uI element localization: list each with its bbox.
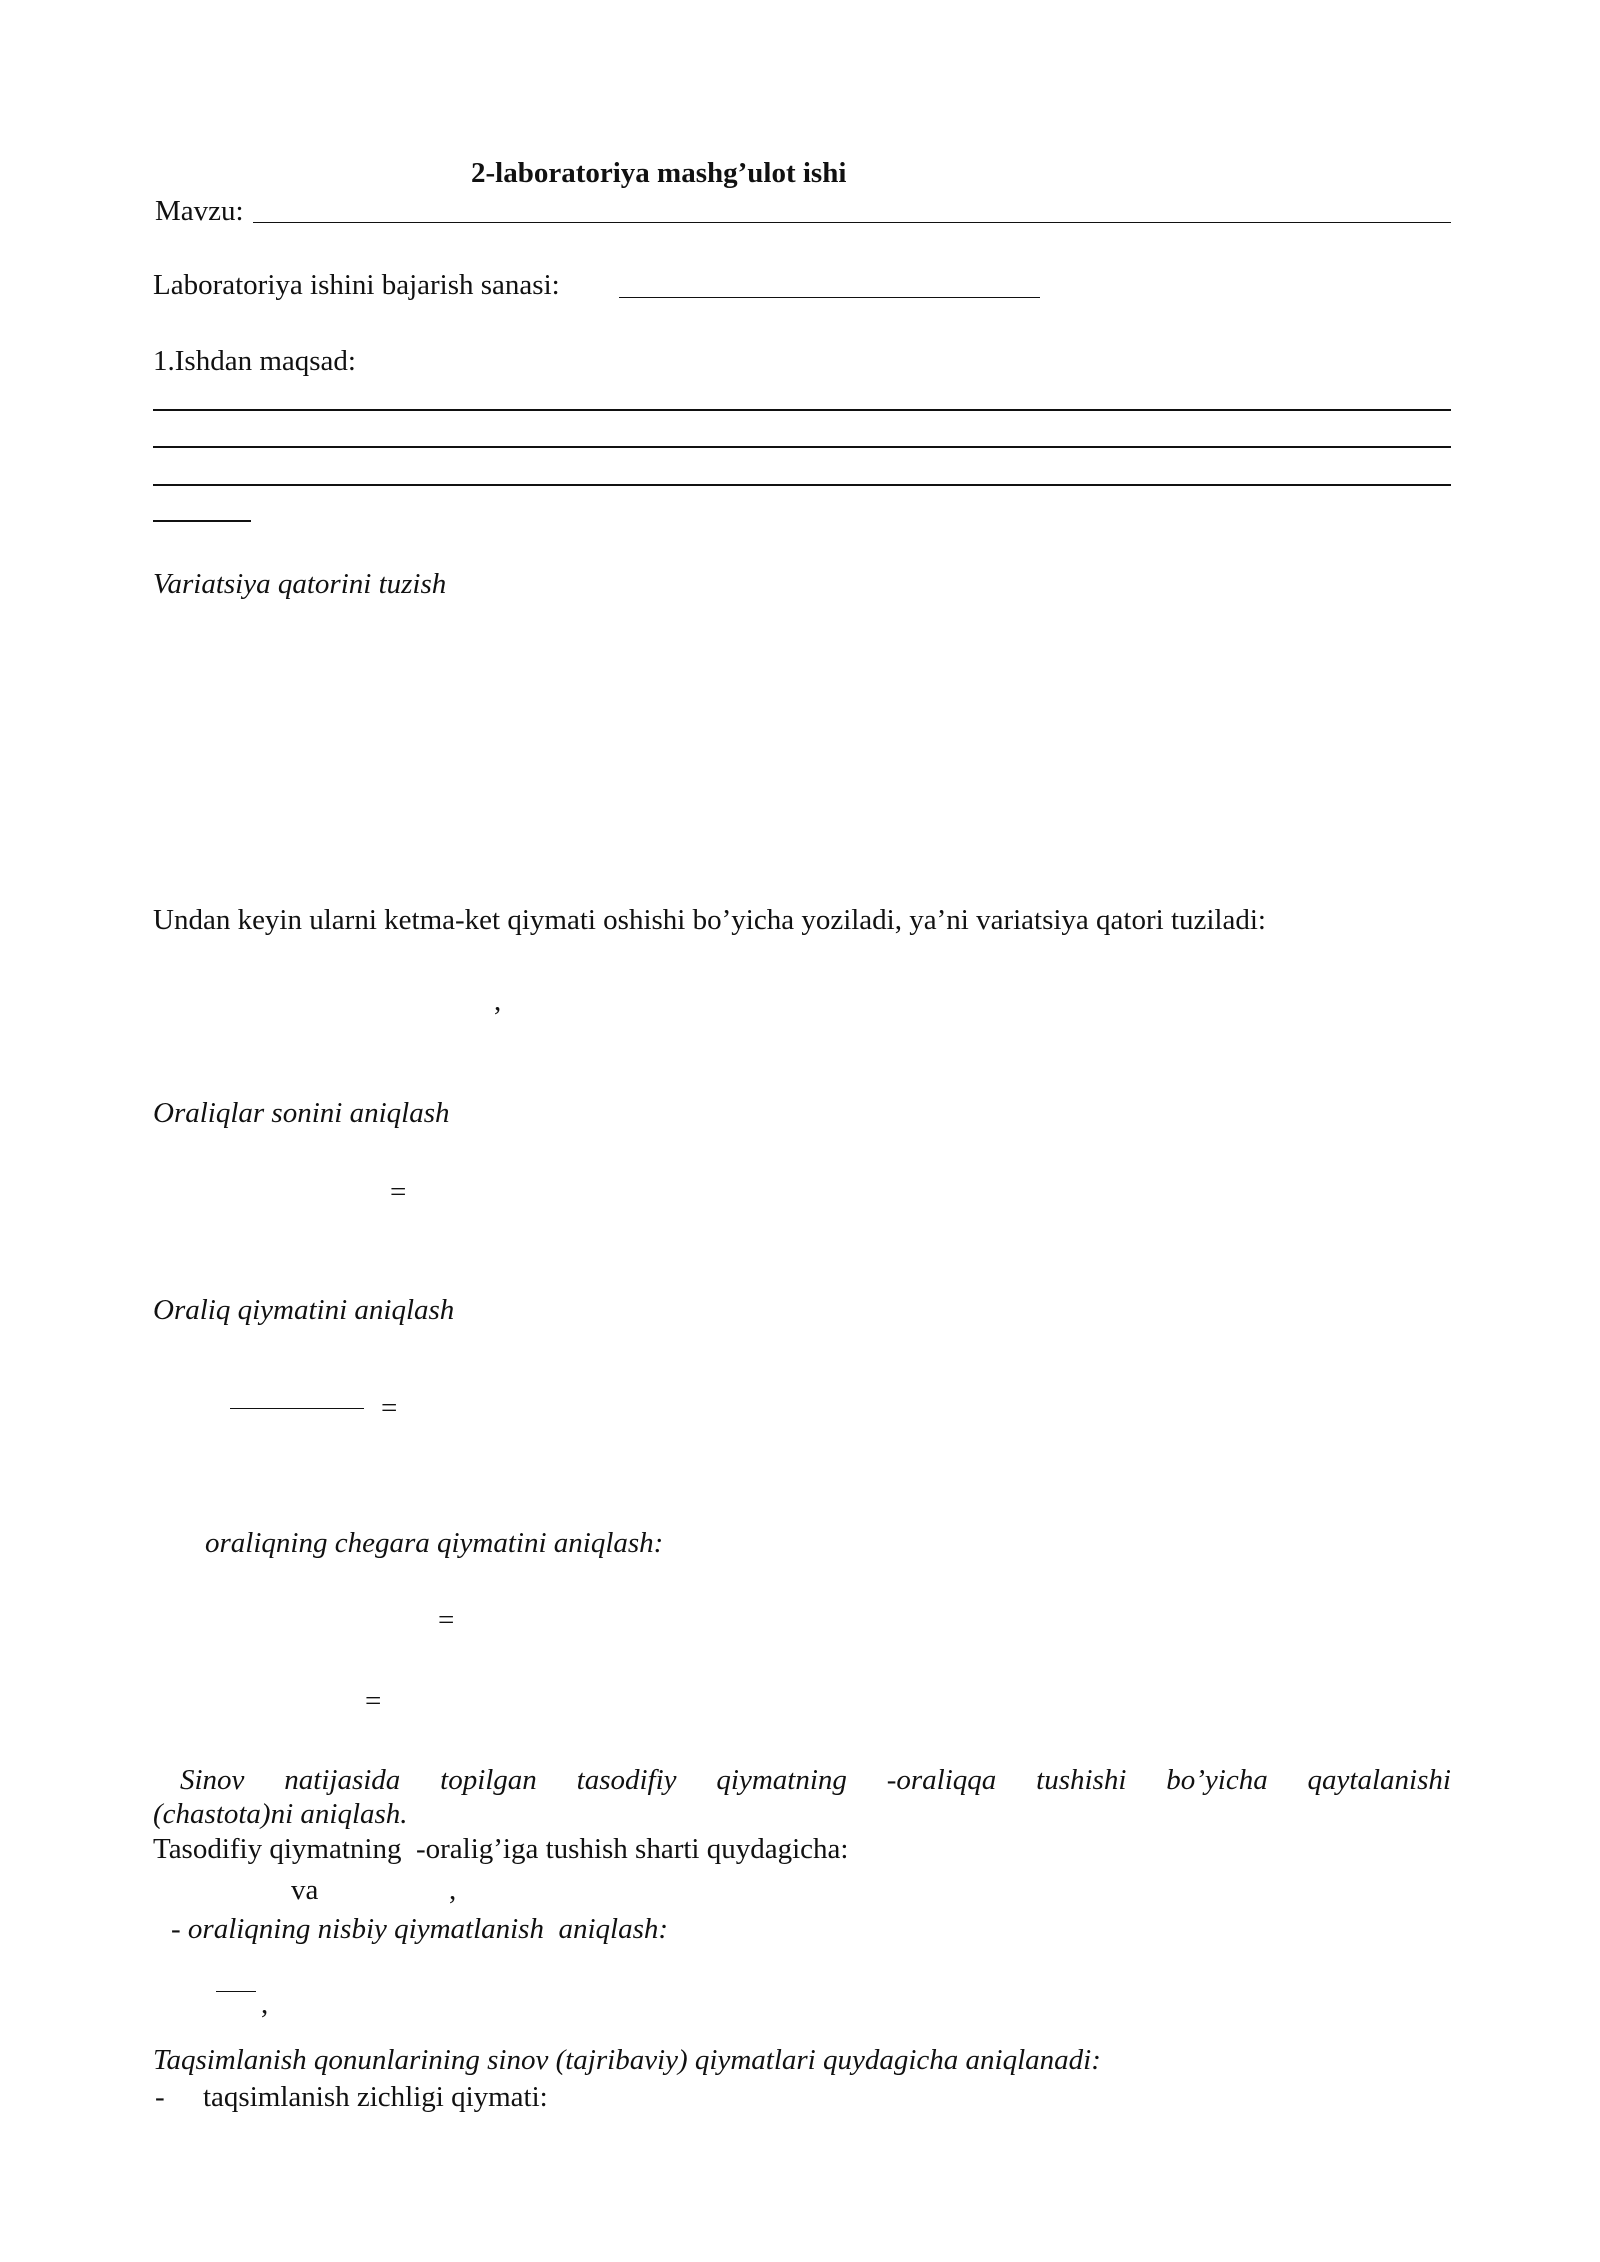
fraction-bar bbox=[216, 1991, 256, 1992]
equals-sign: = bbox=[390, 1176, 407, 1208]
bullet-dash: - bbox=[155, 2081, 165, 2113]
frequency-paragraph-line-2: (chastota)ni aniqlash. bbox=[153, 1798, 408, 1830]
relative-frequency-heading: - oraliqning nisbiy qiymatlanish aniqlash: bbox=[171, 1913, 669, 1945]
word: tasodifiy bbox=[576, 1764, 677, 1796]
equals-sign: = bbox=[365, 1685, 382, 1717]
date-blank-line bbox=[619, 297, 1040, 298]
va-text: va bbox=[291, 1874, 319, 1906]
section-intervals-count-heading: Oraliqlar sonini aniqlash bbox=[153, 1097, 450, 1129]
goal-blank-line-4 bbox=[153, 520, 251, 522]
goal-blank-line-1 bbox=[153, 409, 1451, 411]
topic-blank-line bbox=[253, 222, 1451, 223]
comma-mark: , bbox=[449, 1874, 457, 1906]
comma-mark: , bbox=[494, 985, 502, 1017]
goal-blank-line-2 bbox=[153, 446, 1451, 448]
lab-title: 2-laboratoriya mashg’ulot ishi bbox=[471, 157, 847, 189]
distribution-heading: Taqsimlanish qonunlarining sinov (tajribaviy) qiymatlari quydagicha aniqlanadi: bbox=[153, 2044, 1101, 2076]
word: qaytalanishi bbox=[1307, 1764, 1451, 1796]
word: topilgan bbox=[440, 1764, 537, 1796]
word: Sinov bbox=[180, 1764, 245, 1796]
sorted-series-text: Undan keyin ularni ketma-ket qiymati oshishi bo’yicha yoziladi, ya’ni variatsiya qatori tuziladi: bbox=[153, 904, 1266, 936]
comma-mark: , bbox=[261, 1988, 269, 2020]
frequency-paragraph bbox=[153, 1763, 1451, 1831]
topic-label: Mavzu: bbox=[155, 195, 244, 227]
density-text: taqsimlanish zichligi qiymati: bbox=[203, 2081, 548, 2113]
word: qiymatning bbox=[716, 1764, 847, 1796]
word: -oraliqqa bbox=[886, 1764, 997, 1796]
date-label: Laboratoriya ishini bajarish sanasi: bbox=[153, 269, 560, 301]
goal-blank-line-3 bbox=[153, 484, 1451, 486]
section-boundary-heading: oraliqning chegara qiymatini aniqlash: bbox=[205, 1527, 664, 1559]
word: bo’yicha bbox=[1166, 1764, 1268, 1796]
equals-sign: = bbox=[438, 1604, 455, 1636]
fraction-bar bbox=[230, 1408, 364, 1409]
condition-text: Tasodifiy qiymatning -oralig’iga tushish sharti quydagicha: bbox=[153, 1833, 849, 1865]
word: natijasida bbox=[284, 1764, 401, 1796]
goal-label: 1.Ishdan maqsad: bbox=[153, 345, 356, 377]
word: tushishi bbox=[1036, 1764, 1127, 1796]
section-interval-value-heading: Oraliq qiymatini aniqlash bbox=[153, 1294, 455, 1326]
frequency-paragraph-line-1 bbox=[153, 1763, 1451, 1797]
section-variation-heading: Variatsiya qatorini tuzish bbox=[153, 568, 447, 600]
equals-sign: = bbox=[381, 1392, 398, 1424]
